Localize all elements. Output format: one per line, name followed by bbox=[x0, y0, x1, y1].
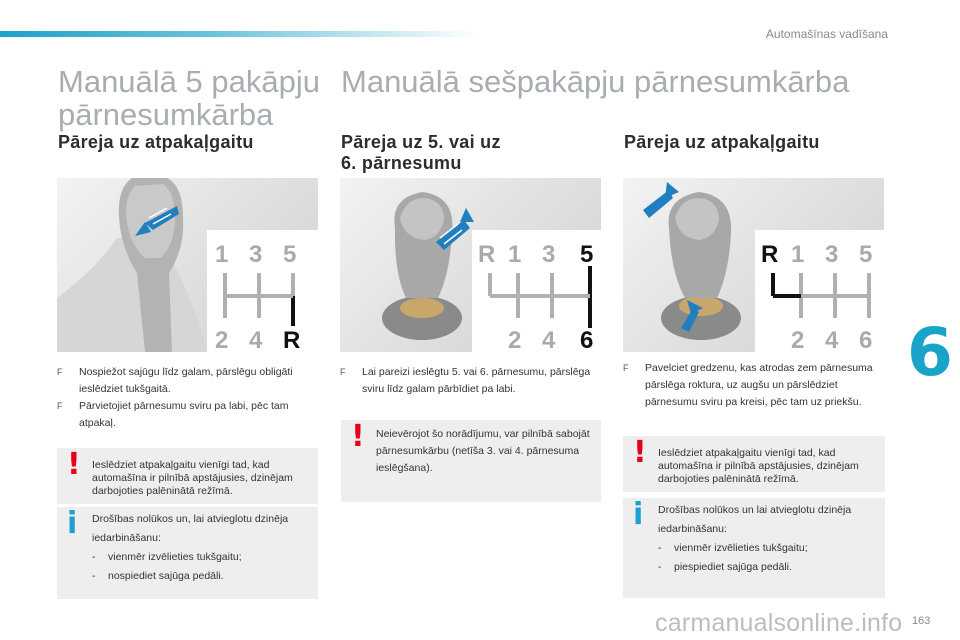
info-intro: Drošības nolūkos un, lai atvieglotu dzinēja iedarbināšanu: bbox=[92, 513, 289, 544]
col2-warning-box bbox=[341, 420, 601, 502]
warning-icon: ! bbox=[351, 419, 365, 454]
gear-lever-photo-5speed-reverse bbox=[57, 178, 318, 352]
col1-warning-box bbox=[57, 448, 318, 504]
col3-warning-box bbox=[623, 436, 885, 492]
gear-label-4: 4 bbox=[825, 327, 839, 352]
gear-label-5: 5 bbox=[283, 241, 297, 268]
gear-label-2: 2 bbox=[791, 327, 805, 352]
warning-icon: ! bbox=[67, 447, 81, 482]
header-accent-bar bbox=[0, 31, 480, 37]
col1-title: Manuālā 5 pakāpju pārnesumkārba bbox=[58, 64, 320, 132]
col2-bullets bbox=[340, 364, 602, 398]
info-intro: Drošības nolūkos un lai atvieglotu dzinēja iedarbināšanu: bbox=[658, 504, 852, 535]
list-item: F Pavelciet gredzenu, kas atrodas zem pārnesuma pārslēga roktura, uz augšu un pārslēdziet pārnesumu sviru pa kreisi, pēc tam uz priekšu. bbox=[623, 362, 873, 408]
chapter-number: 6 bbox=[907, 314, 953, 391]
gear-label-1: 1 bbox=[215, 241, 229, 268]
gear-label-6: 6 bbox=[580, 327, 594, 352]
gear-lever-illustration bbox=[623, 178, 884, 352]
col3-info-box bbox=[623, 498, 885, 598]
watermark-text: carmanualsonline.info bbox=[655, 609, 903, 637]
list-item: - piespiediet sajūga pedāli. bbox=[658, 561, 792, 573]
gear-label-r: R bbox=[283, 327, 301, 352]
gear-label-1: 1 bbox=[508, 241, 522, 268]
gear-label-r: R bbox=[478, 241, 496, 268]
gear-label-3: 3 bbox=[249, 241, 263, 268]
info-icon: i bbox=[67, 506, 78, 541]
gear-label-6: 6 bbox=[859, 327, 873, 352]
gear-label-3: 3 bbox=[542, 241, 556, 268]
list-item: F Nospiežot sajūgu līdz galam, pārslēgu obligāti ieslēdziet tukšgaitā. bbox=[57, 366, 293, 395]
gear-label-1: 1 bbox=[791, 241, 805, 268]
gear-label-r: R bbox=[761, 241, 779, 268]
page-number: 163 bbox=[912, 615, 931, 627]
gear-label-5: 5 bbox=[580, 241, 594, 268]
col1-bullets bbox=[57, 364, 307, 432]
warning-text: Ieslēdziet atpakaļgaitu vienīgi tad, kad automašīna ir pilnībā apstājusies, dzinējam darbojoties palēninātā režīmā. bbox=[658, 447, 859, 485]
gear-label-5: 5 bbox=[859, 241, 873, 268]
warning-text: Ieslēdziet atpakaļgaitu vienīgi tad, kad automašīna ir pilnībā apstājusies, dzinējam darbojoties palēninātā režīmā. bbox=[92, 459, 293, 497]
list-item: - vienmēr izvēlieties tukšgaitu; bbox=[92, 551, 242, 563]
col1-subtitle: Pāreja uz atpakaļgaitu bbox=[58, 132, 254, 152]
col1-info-box bbox=[57, 507, 318, 599]
list-item: F Lai pareizi ieslēgtu 5. vai 6. pārnesumu, pārslēga sviru līdz galam pārbīdiet pa labi. bbox=[340, 366, 591, 395]
col3-subtitle: Pāreja uz atpakaļgaitu bbox=[624, 132, 820, 152]
col2-subtitle: Pāreja uz 5. vai uz 6. pārnesumu bbox=[341, 132, 501, 173]
gear-lever-illustration bbox=[340, 178, 601, 352]
running-header: Automašīnas vadīšana bbox=[765, 27, 888, 41]
gear-lever-illustration bbox=[57, 178, 318, 352]
gear-label-4: 4 bbox=[249, 327, 263, 352]
warning-icon: ! bbox=[633, 435, 647, 470]
col3-bullets bbox=[623, 360, 885, 411]
gear-label-3: 3 bbox=[825, 241, 839, 268]
gear-label-2: 2 bbox=[215, 327, 229, 352]
section-title: Manuālā sešpakāpju pārnesumkārba bbox=[341, 64, 850, 99]
list-item: F Pārvietojiet pārnesumu sviru pa labi, pēc tam atpakaļ. bbox=[57, 400, 289, 429]
gear-label-4: 4 bbox=[542, 327, 556, 352]
list-item: - vienmēr izvēlieties tukšgaitu; bbox=[658, 542, 808, 554]
gear-label-2: 2 bbox=[508, 327, 522, 352]
info-icon: i bbox=[633, 497, 644, 532]
list-item: - nospiediet sajūga pedāli. bbox=[92, 570, 224, 582]
warning-text: Neievērojot šo norādījumu, var pilnībā sabojāt pārnesumkārbu (netīša 3. vai 4. pārnesuma ieslēgšana). bbox=[376, 428, 590, 474]
gear-lever-photo-6speed-5-6 bbox=[340, 178, 601, 352]
gear-lever-photo-6speed-reverse bbox=[623, 178, 884, 352]
